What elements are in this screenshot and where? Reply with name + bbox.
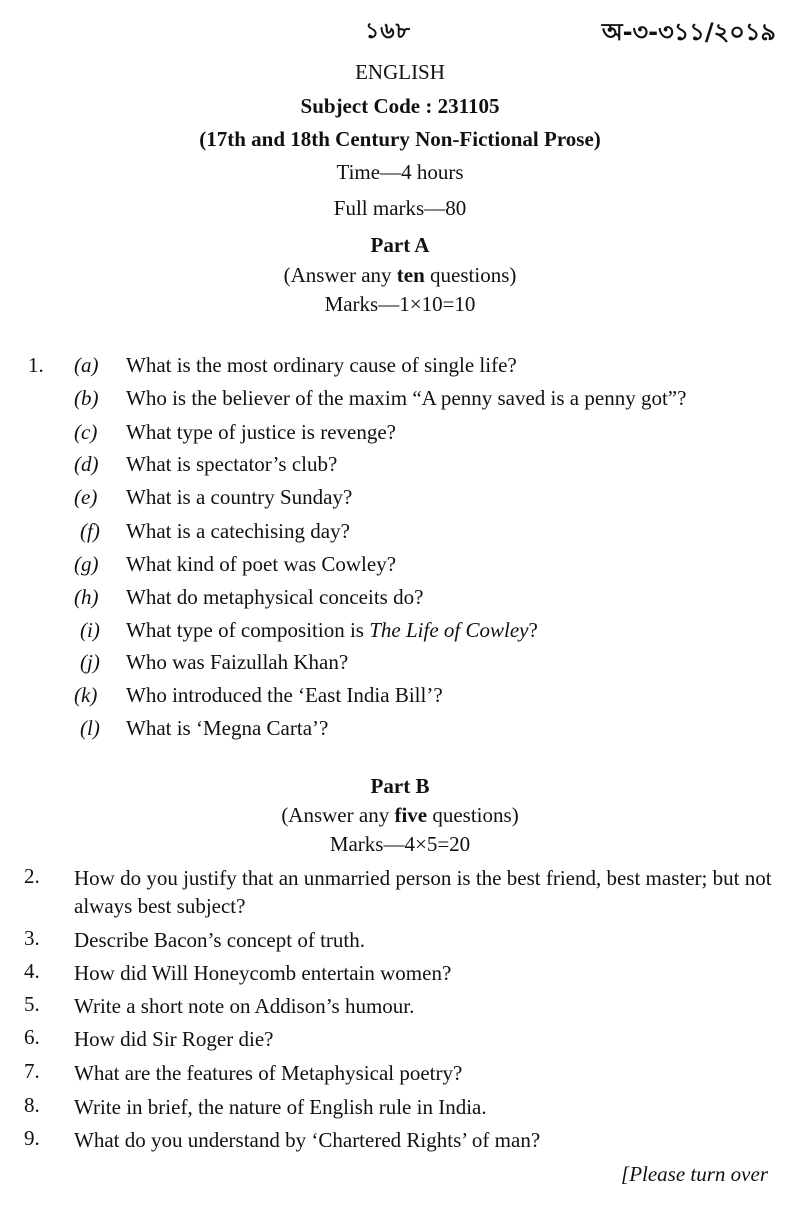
question-text: What are the features of Metaphysical poetry? [74, 1061, 463, 1085]
question-text: How do you justify that an unmarried person is the best friend, best master; but not always best subject? [74, 866, 772, 918]
sub-question-label: (g) [74, 552, 99, 576]
full-marks: Full marks—80 [333, 196, 467, 220]
question-text: How did Will Honeycomb entertain women? [74, 961, 452, 985]
sub-question-text: What is the most ordinary cause of single life? [126, 353, 517, 377]
page-number: ১৬৮ [365, 19, 411, 44]
sub-question-text: Who is the believer of the maxim “A penny saved is a penny got”? [126, 386, 687, 410]
sub-question-text: Who was Faizullah Khan? [126, 650, 349, 674]
sub-question-text: What is a country Sunday? [126, 485, 353, 509]
sub-question-text: What is a catechising day? [126, 519, 350, 543]
sub-question-text: What type of composition is The Life of Cowley? [126, 618, 538, 642]
sub-question-text: What kind of poet was Cowley? [126, 552, 397, 576]
sub-question-label: (h) [74, 585, 99, 609]
question-text: Describe Bacon’s concept of truth. [74, 928, 365, 952]
sub-question-label: (a) [74, 353, 99, 377]
part-a-marks: Marks—1×10=10 [324, 292, 476, 316]
turn-over-note: [Please turn over [621, 1162, 768, 1186]
subject-code: Subject Code : 231105 [300, 94, 500, 118]
sub-question-label: (f) [80, 519, 100, 543]
exam-time: Time—4 hours [336, 160, 464, 184]
sub-question-label: (d) [74, 452, 99, 476]
question-number: 3. [24, 926, 40, 950]
sub-question-text: What do metaphysical conceits do? [126, 585, 424, 609]
sub-question-label: (j) [80, 650, 100, 674]
question-number: 5. [24, 992, 40, 1016]
question-number: 8. [24, 1093, 40, 1117]
sub-question-text: Who introduced the ‘East India Bill’? [126, 683, 443, 707]
paper-code: অ-৩-৩১১/২০১৯ [601, 18, 776, 46]
sub-question-label: (i) [80, 618, 100, 642]
question-text: What do you understand by ‘Chartered Rights’ of man? [74, 1128, 541, 1152]
sub-question-label: (l) [80, 716, 100, 740]
sub-question-label: (k) [74, 683, 98, 707]
sub-question-text: What type of justice is revenge? [126, 420, 396, 444]
sub-question-label: (c) [74, 420, 98, 444]
course-title: (17th and 18th Century Non-Fictional Prose) [199, 127, 601, 151]
part-b-marks: Marks—4×5=20 [329, 832, 471, 856]
question-number: 2. [24, 864, 40, 888]
question-number: 4. [24, 959, 40, 983]
part-a-title: Part A [370, 233, 430, 257]
question-number: 9. [24, 1126, 40, 1150]
question-text: Write in brief, the nature of English rule in India. [74, 1095, 487, 1119]
sub-question-label: (b) [74, 386, 99, 410]
question-text: Write a short note on Addison’s humour. [74, 994, 415, 1018]
subject-title: ENGLISH [355, 60, 445, 84]
question-number: 1. [28, 353, 44, 377]
sub-question-text: What is spectator’s club? [126, 452, 338, 476]
sub-question-label: (e) [74, 485, 98, 509]
question-number: 7. [24, 1059, 40, 1083]
question-text: How did Sir Roger die? [74, 1027, 274, 1051]
sub-question-text: What is ‘Megna Carta’? [126, 716, 329, 740]
part-b-title: Part B [370, 774, 430, 798]
part-b-instruction: (Answer any five questions) [281, 803, 519, 827]
part-a-instruction: (Answer any ten questions) [283, 263, 517, 287]
question-number: 6. [24, 1025, 40, 1049]
